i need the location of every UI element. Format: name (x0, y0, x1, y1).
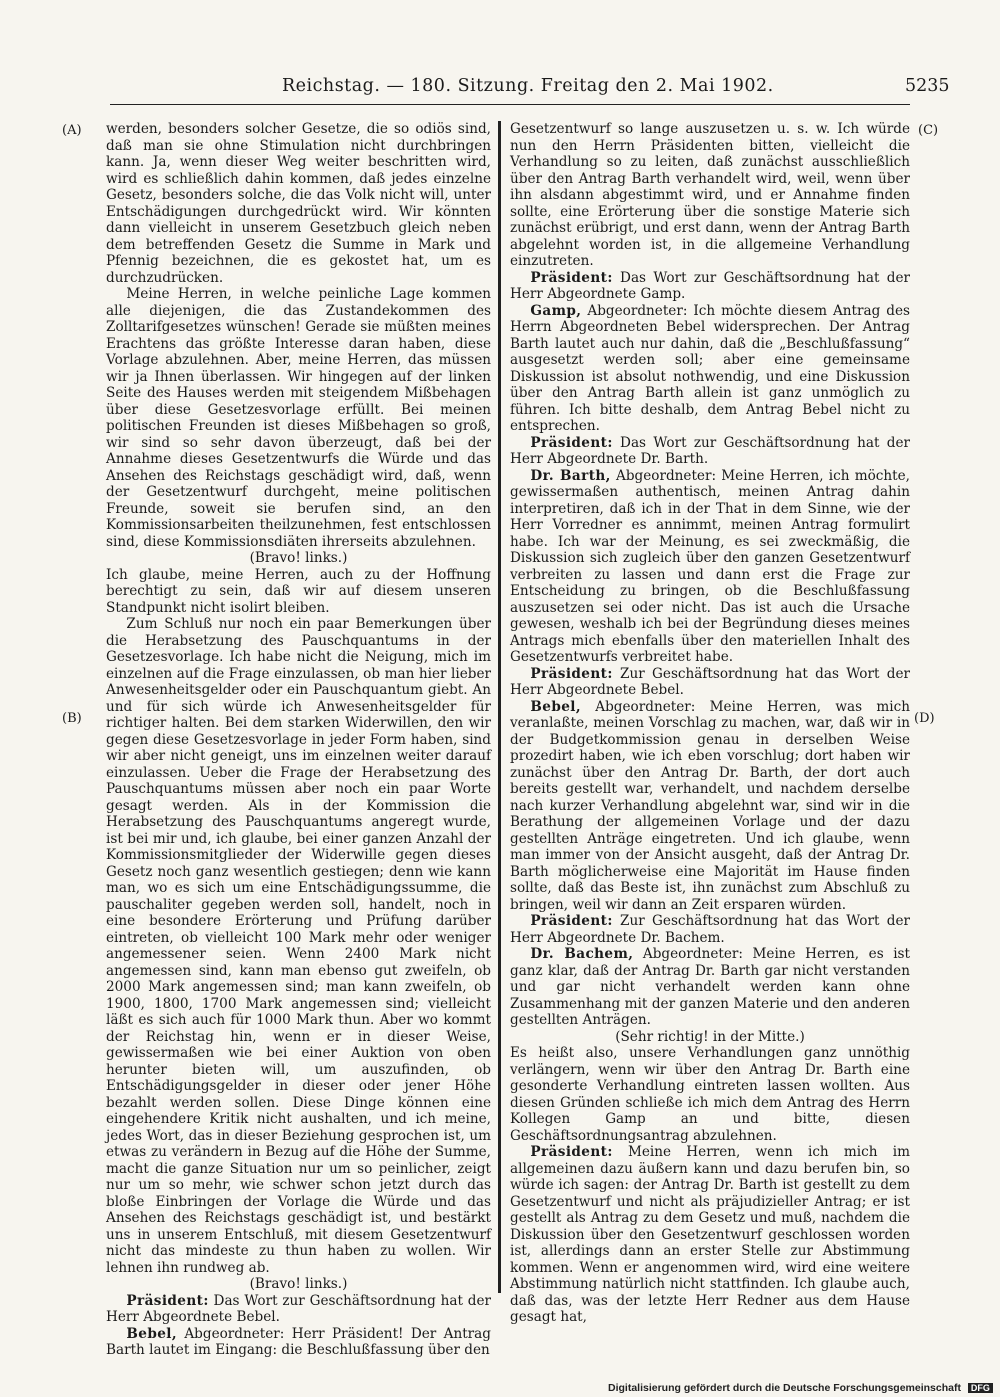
paragraph (510, 121, 910, 270)
paragraph (106, 121, 491, 286)
margin-marker-b: (B) (62, 711, 82, 726)
paragraph (510, 1029, 910, 1046)
paragraph (106, 550, 491, 567)
paragraph-text: Abgeordneter: Ich möchte diesem Antrag des Herrn Abgeordneten Bebel widersprechen. Der Antrag Barth lautet auch nur dahin, daß die „Beschlußfassung“ ausgesetzt werden soll; aber eine gemeinsame Diskussion ist absolut nothwendig, und eine Diskussion über den Antrag Barth allein ist ganz unmöglich zu führen. Ich bitte deshalb, dem Antrag Bebel nicht zu entsprechen. (510, 302, 910, 434)
paragraph-text: Zum Schluß nur noch ein paar Bemerkungen über die Herabsetzung des Pauschquantums in der Gesetzesvorlage. Ich habe nicht die Neigung, mich im einzelnen auf die Frage einzulassen, ob man hier lieber Anwesenheitsgelder oder ein Pauschquantum giebt. An und für sich würde ich Anwesenheitsgelder für richtiger halten. Bei dem starken Widerwillen, den wir gegen diese Gesetzesvorlage in jeder Form haben, sind wir aber nicht geneigt, uns im einzelnen weiter darauf einzulassen. Ueber die Frage der Herabsetzung des Pauschquantums müssen aber noch ein paar Worte gesagt werden. Als in der Kommission die Herabsetzung des Pauschquantums angeregt wurde, ist bei mir und, ich glaube, bei einer ganzen Anzahl der Kommissionsmitglieder der Widerwille gegen dieses Gesetz noch ganz wesentlich gestiegen; denn wie kann man, wo es sich um eine Entschädigungssumme, die pauschaliter gegeben werden soll, handelt, noch in eine besondere Erörterung und Prüfung darüber eintreten, ob vielleicht 100 Mark mehr oder weniger angemessener seien. Wenn 2400 Mark nicht angemessen sind, kann man ebenso gut zweifeln, ob 2000 Mark angemessen sind; man kann zweifeln, ob 1900, 1800, 1700 Mark angemessen sind; vielleicht läßt es sich auch für 1000 Mark thun. Aber wo kommt der Reichstag hin, wenn er in dieser Weise, gewissermaßen wie bei einer Auktion von oben herunter bieten will, um auszufinden, ob Entschädigungsgelder in dieser oder jener Höhe bezahlt werden sollen. Diese Dinge können eine eingehendere Kritik nicht aushalten, und ich meine, jedes Wort, das in dieser Beziehung gesprochen ist, um etwas zu verändern in Bezug auf die Höhe der Summe, macht die ganze Situation nur um so peinlicher, zeigt nur um so mehr, wie schwer schon jetzt durch das bloße Einbringen der Vorlage die Würde und das Ansehen des Reichstags geschädigt ist, und bestärkt uns in unserem Entschluß, mit diesem Gesetzentwurf nicht das mindeste zu thun haben zu wollen. Wir lehnen ihn rundweg ab. (106, 616, 491, 1276)
paragraph (510, 303, 910, 435)
paragraph-text: Ich glaube, meine Herren, auch zu der Hoffnung berechtigt zu sein, daß wir auf diesem unseren Standpunkt nicht isolirt bleiben. (106, 566, 491, 616)
paragraph-text: Abgeordneter: Meine Herren, ich möchte, gewissermaßen authentisch, meinen Antrag dahin interpretiren, daß ich in der That in dem Sinne, wie der Herr Vorredner es annimmt, meinen Antrag formulirt habe. Ich war der Meinung, es sei zweckmäßig, die Diskussion sich zugleich über den ganzen Gesetzentwurf verbreiten zu lassen und dann erst die Frage zur Entscheidung zu bringen, ob die Beschlußfassung auszusetzen sei oder nicht. Das ist auch die Ursache gewesen, weshalb ich bei der Begründung dieses meines Antrags mich ebenfalls über den materiellen Inhalt des Gesetzentwurfs verbreitet habe. (510, 467, 910, 665)
running-title: Reichstag. — 180. Sitzung. Freitag den 2. Mai 1902. (282, 76, 774, 96)
speaker-name: Gamp, (530, 302, 582, 319)
paragraph (510, 913, 910, 946)
paragraph-text: Abgeordneter: Meine Herren, was mich veranlaßte, meinen Vorschlag zu machen, war, daß wir in der Budgetkommission genau in derselben Weise prozedirt haben, wie ich eben vorschlug; dort haben wir zunächst über den Antrag Dr. Barth, der dort auch bereits gestellt war, verhandelt, und nachdem derselbe nach kurzer Verhandlung abgelehnt war, sind wir in die Berathung der allgemeinen Vorlage und der dazu gestellten Anträge eingetreten. Und ich glaube, wenn man immer von der Ansicht ausgeht, daß der Antrag Dr. Barth möglicherweise eine Majorität im Hause finden sollte, daß das Beste ist, ihn zunächst zum Abschluß zu bringen, weil wir dann an Zeit ersparen würden. (510, 698, 910, 913)
left-column (106, 121, 491, 1359)
paragraph-text: Es heißt also, unsere Verhandlungen ganz unnöthig verlängern, wenn wir über den Antrag Dr. Barth eine gesonderte Verhandlung eintreten lassen wollten. Aus diesen Gründen schließe ich mich dem Antrag des Herrn Kollegen Gamp an und bitte, diesen Geschäftsordnungsantrag abzulehnen. (510, 1045, 910, 1144)
paragraph (106, 1276, 491, 1293)
paragraph-text: Zur Geschäftsordnung hat das Wort der Herr Abgeordnete Bebel. (510, 665, 910, 698)
paragraph-text: Das Wort zur Geschäftsordnung hat der Herr Abgeordnete Dr. Barth. (510, 434, 910, 467)
speaker-name: Bebel, (126, 1325, 177, 1342)
speaker-name: Dr. Bachem, (530, 946, 634, 962)
speaker-name: Dr. Barth, (530, 467, 611, 484)
paragraph (510, 270, 910, 303)
paragraph-text: werden, besonders solcher Gesetze, die so odiös sind, daß man sie ohne Stimulation nicht durchbringen kann. Ja, wenn dieser Weg weiter beschritten wird, wird es schließlich dahin kommen, daß jedes einzelne Gesetz, besonders solche, die das Volk nicht will, unter Entschädigungen durchgedrückt wird. Wir könnten dann vielleicht in unserem Gesetzbuch gleich neben dem betreffenden Gesetz die Summe in Mark und Pfennig bezeichnen, die es gekostet hat, um es durchzudrücken. (106, 121, 491, 286)
paragraph (510, 946, 910, 1029)
paragraph (106, 1326, 491, 1359)
paragraph-text: Abgeordneter: Meine Herren, es ist ganz klar, daß der Antrag Dr. Barth gar nicht verstanden und gar nicht verhandelt werden kann ohne Zusammenhang mit der ganzen Materie und den anderen gestellten Anträgen. (510, 946, 910, 1028)
paragraph-text: (Bravo! links.) (249, 550, 348, 566)
paragraph (106, 1293, 491, 1326)
paragraph (510, 1045, 910, 1144)
paragraph-text: Zur Geschäftsordnung hat das Wort der Herr Abgeordnete Dr. Bachem. (510, 913, 910, 946)
speaker-name: Bebel, (530, 698, 581, 715)
paragraph-text: Abgeordneter: Herr Präsident! Der Antrag Barth lautet im Eingang: die Beschlußfassung über den (106, 1325, 491, 1358)
paragraph-text: (Bravo! links.) (249, 1276, 348, 1292)
margin-marker-a: (A) (62, 123, 82, 138)
footer-credit (608, 1382, 993, 1394)
margin-marker-c: (C) (918, 123, 939, 138)
paragraph-text: (Sehr richtig! in der Mitte.) (615, 1028, 805, 1045)
paragraph (106, 567, 491, 617)
right-column (510, 121, 910, 1326)
page-header (0, 76, 1000, 100)
speaker-name: Präsident: (530, 269, 613, 286)
header-rule (110, 104, 910, 105)
paragraph (106, 616, 491, 1276)
column-divider (498, 121, 501, 1293)
margin-marker-d: (D) (914, 711, 935, 726)
speaker-name: Präsident: (530, 1144, 613, 1160)
footer-credit-text: Digitalisierung gefördert durch die Deutsche Forschungsgemeinschaft (608, 1382, 961, 1394)
paragraph-text: Das Wort zur Geschäftsordnung hat der Herr Abgeordnete Bebel. (106, 1292, 491, 1325)
page-number: 5235 (905, 76, 950, 96)
paragraph (510, 666, 910, 699)
speaker-name: Präsident: (530, 434, 613, 451)
paragraph-text: Meine Herren, in welche peinliche Lage kommen alle diejenigen, die das Zustandekommen des Zolltarifgesetzes wünschen! Gerade sie müßten meines Erachtens das größte Interesse daran haben, diese Vorlage abzulehnen. Aber, meine Herren, das müssen wir ja Ihnen überlassen. Wir hingegen auf der linken Seite des Hauses werden mit steigendem Mißbehagen über diese Gesetzesvorlage erfüllt. Bei meinen politischen Freunden ist dieses Mißbehagen so groß, wir sind so sehr davon überzeugt, daß bei der Annahme dieses Gesetzentwurfs die Würde und das Ansehen des Reichstags geschädigt wird, daß, wenn der Gesetzentwurf durchgeht, meine politischen Freunde, soweit sie berufen sind, an den Kommissionsarbeiten theilzunehmen, fest entschlossen sind, diese Kommissionsdiäten ihrerseits abzulehnen. (106, 286, 491, 550)
paragraph-text: Gesetzentwurf so lange auszusetzen u. s. w. Ich würde nun den Herrn Präsidenten bitten, vielleicht die Verhandlung so zu leiten, daß zunächst ausschließlich über den Antrag Barth verhandelt wird, weil, wenn über ihn alsdann abgestimmt wird, und er Annahme finden sollte, eine Erörterung über die sonstige Materie sich zunächst erübrigt, und erst dann, wenn der Antrag Barth abgelehnt worden ist, in die allgemeine Verhandlung einzutreten. (510, 121, 910, 269)
dfg-logo: DFG (968, 1383, 993, 1393)
paragraph (106, 286, 491, 550)
speaker-name: Präsident: (126, 1292, 209, 1309)
paragraph-text: Das Wort zur Geschäftsordnung hat der Herr Abgeordnete Gamp. (510, 269, 910, 302)
paragraph (510, 1144, 910, 1326)
speaker-name: Präsident: (530, 665, 613, 682)
speaker-name: Präsident: (530, 913, 613, 929)
paragraph-text: Meine Herren, wenn ich mich im allgemeinen dazu äußern kann und dazu berufen bin, so würde ich sagen: der Antrag Dr. Barth ist gestellt zu dem Gesetzentwurf und nicht als präjudizieller Antrag; er ist gestellt als Antrag zu dem Gesetz und muß, nachdem die Diskussion über den Gesetzentwurf geschlossen worden ist, allerdings dann an erster Stelle zur Abstimmung kommen. Wenn er angenommen wird, wird eine weitere Abstimmung natürlich nicht stattfinden. Ich glaube auch, daß das, was der letzte Herr Redner aus dem Hause gesagt hat, (510, 1144, 910, 1325)
paragraph (510, 699, 910, 914)
paragraph (510, 468, 910, 666)
paragraph (510, 435, 910, 468)
